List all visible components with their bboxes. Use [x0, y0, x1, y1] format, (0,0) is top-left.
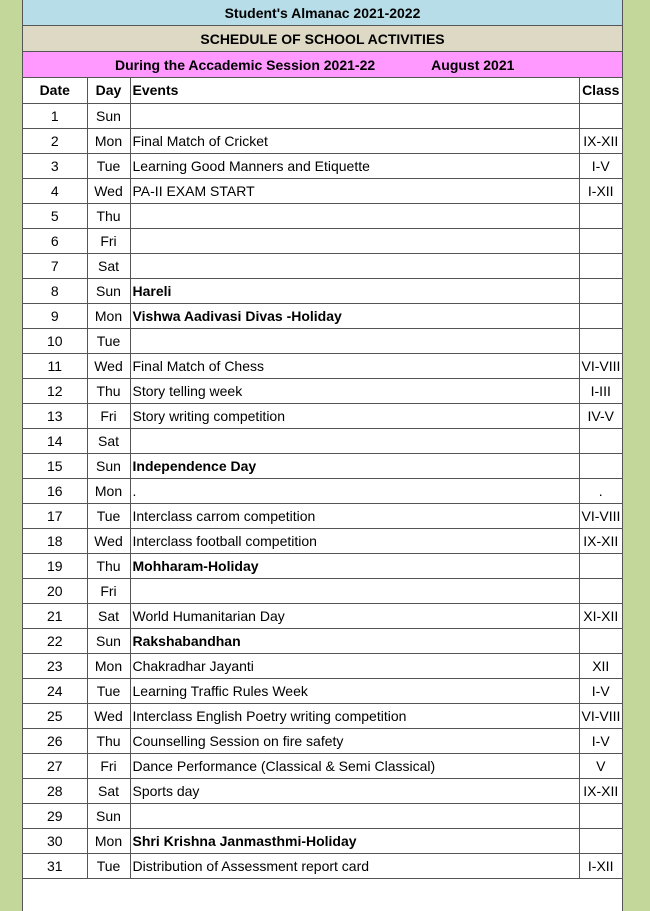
cell-date: 13	[23, 403, 87, 428]
cell-day: Fri	[87, 403, 130, 428]
cell-day: Sun	[87, 278, 130, 303]
header-class: Class	[579, 78, 622, 103]
table-row	[23, 228, 622, 253]
cell-day: Sat	[87, 603, 130, 628]
table-row	[23, 353, 622, 378]
cell-class: V	[579, 753, 622, 778]
cell-class	[579, 803, 622, 828]
cell-event: Interclass English Poetry writing competition	[130, 703, 579, 728]
cell-date: 9	[23, 303, 87, 328]
table-row	[23, 853, 622, 878]
table-body	[23, 103, 622, 878]
table-row	[23, 628, 622, 653]
cell-event: Hareli	[130, 278, 579, 303]
cell-date: 10	[23, 328, 87, 353]
cell-day: Wed	[87, 178, 130, 203]
cell-event: Learning Traffic Rules Week	[130, 678, 579, 703]
cell-class: I-XII	[579, 853, 622, 878]
month-label: August 2021	[431, 56, 515, 73]
cell-class: I-XII	[579, 178, 622, 203]
table-row	[23, 678, 622, 703]
cell-day: Wed	[87, 703, 130, 728]
schedule-table	[23, 78, 622, 879]
table-row	[23, 178, 622, 203]
cell-date: 8	[23, 278, 87, 303]
cell-event: Shri Krishna Janmasthmi-Holiday	[130, 828, 579, 853]
cell-date: 29	[23, 803, 87, 828]
cell-class: IV-V	[579, 403, 622, 428]
cell-date: 28	[23, 778, 87, 803]
cell-date: 19	[23, 553, 87, 578]
table-row	[23, 128, 622, 153]
table-row	[23, 703, 622, 728]
cell-date: 26	[23, 728, 87, 753]
cell-date: 16	[23, 478, 87, 503]
table-row	[23, 453, 622, 478]
cell-class: VI-VIII	[579, 353, 622, 378]
cell-date: 17	[23, 503, 87, 528]
table-row	[23, 328, 622, 353]
table-row	[23, 303, 622, 328]
cell-day: Wed	[87, 528, 130, 553]
table-row	[23, 528, 622, 553]
cell-class	[579, 828, 622, 853]
cell-event: Interclass carrom competition	[130, 503, 579, 528]
cell-day: Sat	[87, 253, 130, 278]
cell-class: XI-XII	[579, 603, 622, 628]
cell-event	[130, 103, 579, 128]
cell-day: Sun	[87, 803, 130, 828]
table-row	[23, 778, 622, 803]
table-row	[23, 828, 622, 853]
cell-date: 20	[23, 578, 87, 603]
cell-day: Tue	[87, 853, 130, 878]
cell-day: Fri	[87, 753, 130, 778]
cell-class	[579, 328, 622, 353]
cell-day: Fri	[87, 578, 130, 603]
table-row	[23, 578, 622, 603]
cell-class: VI-VIII	[579, 503, 622, 528]
cell-day: Tue	[87, 503, 130, 528]
cell-class: I-V	[579, 678, 622, 703]
cell-class: XII	[579, 653, 622, 678]
cell-day: Mon	[87, 303, 130, 328]
cell-class	[579, 628, 622, 653]
cell-event	[130, 803, 579, 828]
cell-class: IX-XII	[579, 778, 622, 803]
cell-class	[579, 203, 622, 228]
cell-event	[130, 578, 579, 603]
almanac-title: Student's Almanac 2021-2022	[23, 0, 622, 26]
cell-event: Final Match of Chess	[130, 353, 579, 378]
cell-date: 5	[23, 203, 87, 228]
cell-date: 7	[23, 253, 87, 278]
cell-date: 21	[23, 603, 87, 628]
cell-event: Rakshabandhan	[130, 628, 579, 653]
cell-date: 4	[23, 178, 87, 203]
cell-day: Fri	[87, 228, 130, 253]
table-row	[23, 103, 622, 128]
table-row	[23, 428, 622, 453]
cell-event: Final Match of Cricket	[130, 128, 579, 153]
cell-class	[579, 303, 622, 328]
cell-date: 6	[23, 228, 87, 253]
cell-class: I-III	[579, 378, 622, 403]
table-row	[23, 203, 622, 228]
cell-day: Sun	[87, 628, 130, 653]
header-events: Events	[130, 78, 579, 103]
cell-event: Story telling week	[130, 378, 579, 403]
cell-class	[579, 228, 622, 253]
cell-class	[579, 428, 622, 453]
cell-date: 1	[23, 103, 87, 128]
cell-day: Sat	[87, 428, 130, 453]
cell-day: Wed	[87, 353, 130, 378]
cell-day: Sat	[87, 778, 130, 803]
table-row	[23, 478, 622, 503]
cell-event: Counselling Session on fire safety	[130, 728, 579, 753]
schedule-heading: SCHEDULE OF SCHOOL ACTIVITIES	[23, 26, 622, 52]
cell-day: Mon	[87, 478, 130, 503]
cell-date: 30	[23, 828, 87, 853]
cell-day: Thu	[87, 203, 130, 228]
cell-date: 27	[23, 753, 87, 778]
cell-event: Story writing competition	[130, 403, 579, 428]
cell-day: Mon	[87, 653, 130, 678]
cell-day: Sun	[87, 103, 130, 128]
cell-day: Mon	[87, 828, 130, 853]
cell-date: 24	[23, 678, 87, 703]
cell-date: 23	[23, 653, 87, 678]
cell-day: Thu	[87, 728, 130, 753]
cell-date: 15	[23, 453, 87, 478]
table-row	[23, 803, 622, 828]
cell-day: Thu	[87, 378, 130, 403]
cell-day: Tue	[87, 328, 130, 353]
cell-date: 31	[23, 853, 87, 878]
cell-event: Learning Good Manners and Etiquette	[130, 153, 579, 178]
cell-day: Thu	[87, 553, 130, 578]
cell-class	[579, 453, 622, 478]
cell-day: Sun	[87, 453, 130, 478]
table-row	[23, 728, 622, 753]
cell-date: 25	[23, 703, 87, 728]
cell-day: Tue	[87, 678, 130, 703]
cell-event	[130, 328, 579, 353]
table-row	[23, 253, 622, 278]
cell-day: Tue	[87, 153, 130, 178]
table-header-row	[23, 78, 622, 103]
cell-event: Dance Performance (Classical & Semi Classical)	[130, 753, 579, 778]
cell-event: Interclass football competition	[130, 528, 579, 553]
header-date: Date	[23, 78, 87, 103]
cell-class: I-V	[579, 728, 622, 753]
cell-date: 22	[23, 628, 87, 653]
cell-date: 3	[23, 153, 87, 178]
cell-class	[579, 278, 622, 303]
cell-date: 18	[23, 528, 87, 553]
cell-event: Sports day	[130, 778, 579, 803]
cell-class: .	[579, 478, 622, 503]
cell-class: I-V	[579, 153, 622, 178]
session-label: During the Accademic Session 2021-22	[115, 56, 376, 73]
table-row	[23, 603, 622, 628]
cell-class	[579, 578, 622, 603]
cell-date: 14	[23, 428, 87, 453]
table-row	[23, 653, 622, 678]
session-heading	[23, 52, 622, 78]
cell-class	[579, 253, 622, 278]
cell-class	[579, 553, 622, 578]
cell-class: IX-XII	[579, 128, 622, 153]
cell-event	[130, 203, 579, 228]
table-row	[23, 403, 622, 428]
table-row	[23, 278, 622, 303]
header-day: Day	[87, 78, 130, 103]
cell-event: Mohharam-Holiday	[130, 553, 579, 578]
cell-class	[579, 103, 622, 128]
cell-event: Vishwa Aadivasi Divas -Holiday	[130, 303, 579, 328]
cell-day: Mon	[87, 128, 130, 153]
cell-class: IX-XII	[579, 528, 622, 553]
table-row	[23, 553, 622, 578]
cell-date: 2	[23, 128, 87, 153]
cell-event: World Humanitarian Day	[130, 603, 579, 628]
cell-event	[130, 228, 579, 253]
cell-event	[130, 428, 579, 453]
cell-event: Chakradhar Jayanti	[130, 653, 579, 678]
cell-event: Distribution of Assessment report card	[130, 853, 579, 878]
table-row	[23, 153, 622, 178]
table-row	[23, 753, 622, 778]
cell-event: Independence Day	[130, 453, 579, 478]
table-row	[23, 378, 622, 403]
cell-event	[130, 253, 579, 278]
almanac-sheet	[22, 0, 623, 911]
cell-event: PA-II EXAM START	[130, 178, 579, 203]
cell-date: 12	[23, 378, 87, 403]
cell-class: VI-VIII	[579, 703, 622, 728]
table-row	[23, 503, 622, 528]
cell-event: .	[130, 478, 579, 503]
cell-date: 11	[23, 353, 87, 378]
